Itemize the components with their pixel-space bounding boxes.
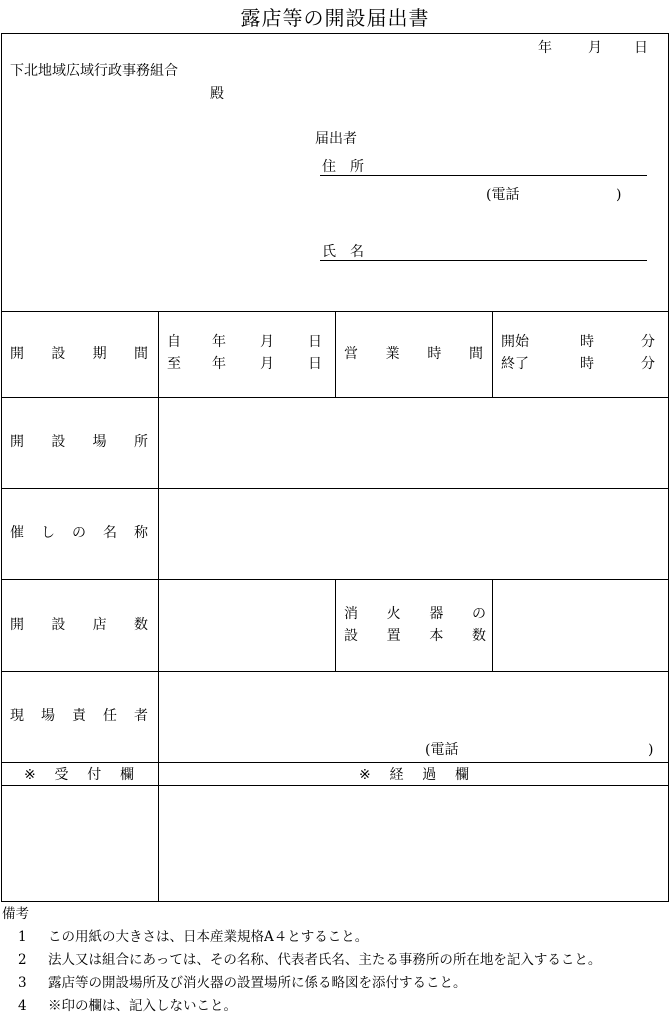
note-text: 露店等の開設場所及び消火器の設置場所に係る略図を添付すること。	[48, 975, 467, 991]
stores-label	[10, 617, 148, 633]
extinguisher-label-line2	[344, 628, 486, 644]
event-label-text: 催 し の 名 称	[10, 525, 148, 541]
note-number: 2	[18, 952, 27, 968]
application-form	[1, 33, 669, 902]
period-from-year: 年	[212, 334, 226, 350]
period-to: 至	[167, 356, 181, 372]
location-label	[10, 434, 148, 450]
location-label-text: 開 設 場 所	[10, 434, 148, 450]
reception-label	[24, 767, 134, 783]
extinguisher-line1-text: 消 火 器 の	[344, 606, 486, 622]
manager-label-text: 現 場 責 任 者	[10, 708, 148, 724]
period-to-year: 年	[212, 356, 226, 372]
note-text: ※印の欄は、記入しないこと。	[48, 998, 237, 1014]
note-number: 3	[18, 975, 27, 991]
event-label	[10, 525, 148, 541]
hours-end-hour: 時	[580, 356, 594, 372]
date-month: 月	[588, 40, 602, 56]
recipient-honorific: 殿	[210, 86, 224, 102]
address-label: 住 所	[322, 159, 364, 175]
progress-label-text: ※ 経 過 欄	[359, 767, 469, 783]
period-to-day: 日	[308, 356, 322, 372]
manager-phone-open: (電話	[425, 742, 459, 758]
extinguisher-field[interactable]	[493, 580, 669, 671]
document-title: 露店等の開設届出書	[240, 6, 430, 30]
progress-label	[359, 767, 469, 783]
hours-start-hour: 時	[580, 334, 594, 350]
notes-heading: 備考	[2, 906, 29, 922]
address-input-line[interactable]	[320, 175, 647, 176]
phone-close: )	[616, 187, 622, 203]
note-number: 4	[18, 998, 27, 1014]
date-year: 年	[538, 40, 552, 56]
stores-label-text: 開 設 店 数	[10, 617, 148, 633]
notes-section	[0, 904, 670, 1014]
hours-start-minute: 分	[641, 334, 655, 350]
manager-phone-close: )	[648, 742, 654, 758]
manager-field[interactable]	[159, 672, 669, 762]
period-from-day: 日	[308, 334, 322, 350]
event-field[interactable]	[159, 489, 669, 579]
hours-label	[344, 346, 483, 362]
manager-label	[10, 708, 148, 724]
period-label-text: 開 設 期 間	[10, 346, 148, 362]
period-from-month: 月	[260, 334, 274, 350]
applicant-label: 届出者	[315, 131, 357, 147]
location-field[interactable]	[159, 398, 669, 488]
hours-end-minute: 分	[641, 356, 655, 372]
period-label	[10, 346, 148, 362]
phone-open: (電話	[486, 187, 520, 203]
reception-label-text: ※ 受 付 欄	[24, 767, 134, 783]
period-to-month: 月	[260, 356, 274, 372]
hours-start: 開始	[501, 334, 529, 350]
extinguisher-line2-text: 設 置 本 数	[344, 628, 486, 644]
stores-field[interactable]	[159, 580, 335, 671]
extinguisher-label-line1	[344, 606, 486, 622]
progress-box	[159, 786, 669, 901]
note-text: 法人又は組合にあっては、その名称、代表者氏名、主たる事務所の所在地を記入すること。	[48, 952, 602, 968]
period-from: 自	[167, 334, 181, 350]
note-text: この用紙の大きさは、日本産業規格A４とすること。	[48, 929, 369, 945]
date-day: 日	[634, 40, 648, 56]
reception-box	[2, 786, 158, 901]
name-label: 氏 名	[322, 244, 364, 260]
recipient-name: 下北地域広域行政事務組合	[10, 63, 178, 79]
name-input-line[interactable]	[320, 260, 647, 261]
note-number: 1	[18, 929, 27, 945]
hours-label-text: 営 業 時 間	[344, 346, 483, 362]
hours-end: 終了	[501, 356, 529, 372]
